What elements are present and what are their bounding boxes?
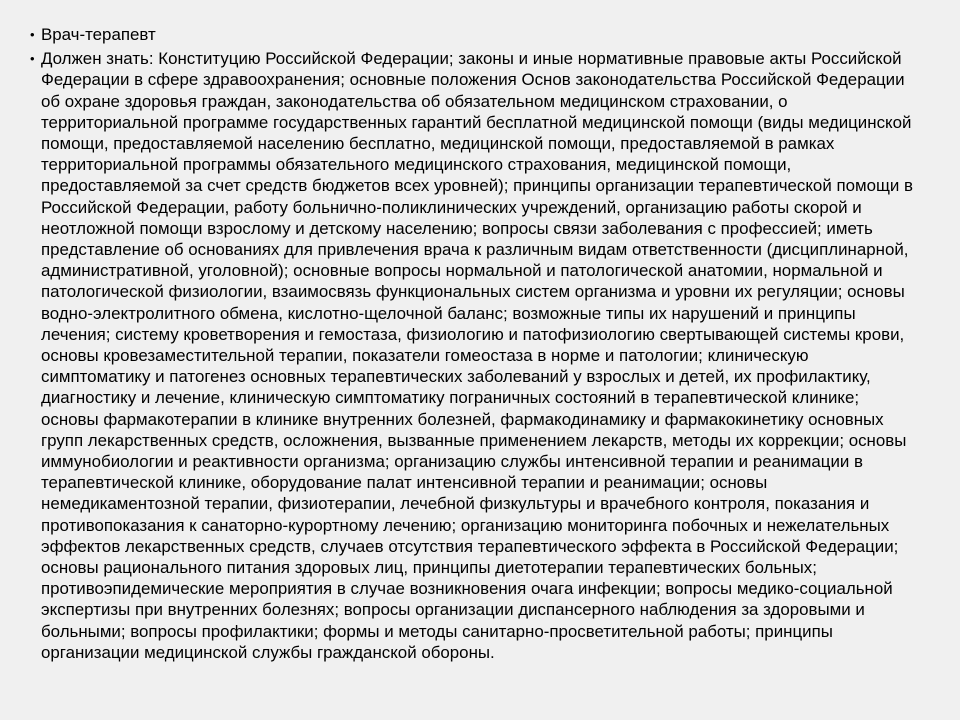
bullet-list bbox=[30, 24, 920, 666]
bullet-marker: • bbox=[30, 27, 35, 42]
bullet-text-title: Врач-терапевт bbox=[41, 25, 156, 44]
bullet-text-requirements: Должен знать: Конституцию Российской Федерации; законы и иные нормативные правовые акты Российской Федерации в сфере здравоохранения; основные положения Основ законодательства Российской Федерации об охране здоровья граждан, законодательства об обязательном медицинском страховании, о территориальной программе государственных гарантий бесплатной медицинской помощи (виды медицинской помощи, предоставляемой населению бесплатно, медицинской помощи, предоставляемой в рамках территориальной программы обязательного медицинского страхования, медицинской помощи, предоставляемой за счет средств бюджетов всех уровней); принципы организации терапевтической помощи в Российской Федерации, работу больнично-поликлинических учреждений, организацию работы скорой и неотложной помощи взрослому и детскому населению; вопросы связи заболевания с профессией; иметь представление об основаниях для привлечения врача к различным видам ответственности (дисциплинарной, административной, уголовной); основные вопросы нормальной и патологической анатомии, нормальной и патологической физиологии, взаимосвязь функциональных систем организма и уровни их регуляции; основы водно-электролитного обмена, кислотно-щелочной баланс; возможные типы их нарушений и принципы лечения; систему кроветворения и гемостаза, физиологию и патофизиологию свертывающей системы крови, основы кровезаместительной терапии, показатели гомеостаза в норме и патологии; клиническую симптоматику и патогенез основных терапевтических заболеваний у взрослых и детей, их профилактику, диагностику и лечение, клиническую симптоматику пограничных состояний в терапевтической клинике; основы фармакотерапии в клинике внутренних болезней, фармакодинамику и фармакокинетику основных групп лекарственных средств, осложнения, вызванные применением лекарств, методы их коррекции; основы иммунобиологии и реактивности организма; организацию службы интенсивной терапии и реанимации в терапевтической клинике, оборудование палат интенсивной терапии и реанимации; основы немедикаментозной терапии, физиотерапии, лечебной физкультуры и врачебного контроля, показания и противопоказания к санаторно-курортному лечению; организацию мониторинга побочных и нежелательных эффектов лекарственных средств, случаев отсутствия терапевтического эффекта в Российской Федерации; основы рационального питания здоровых лиц, принципы диетотерапии терапевтических больных; противоэпидемические мероприятия в случае возникновения очага инфекции; вопросы медико-социальной экспертизы при внутренних болезнях; вопросы организации диспансерного наблюдения за здоровыми и больными; вопросы профилактики; формы и методы санитарно-просветительной работы; принципы организации медицинской службы гражданской обороны. bbox=[41, 49, 913, 662]
bullet-item-title bbox=[30, 24, 920, 45]
bullet-item-requirements bbox=[30, 48, 920, 663]
bullet-marker: • bbox=[30, 51, 35, 67]
